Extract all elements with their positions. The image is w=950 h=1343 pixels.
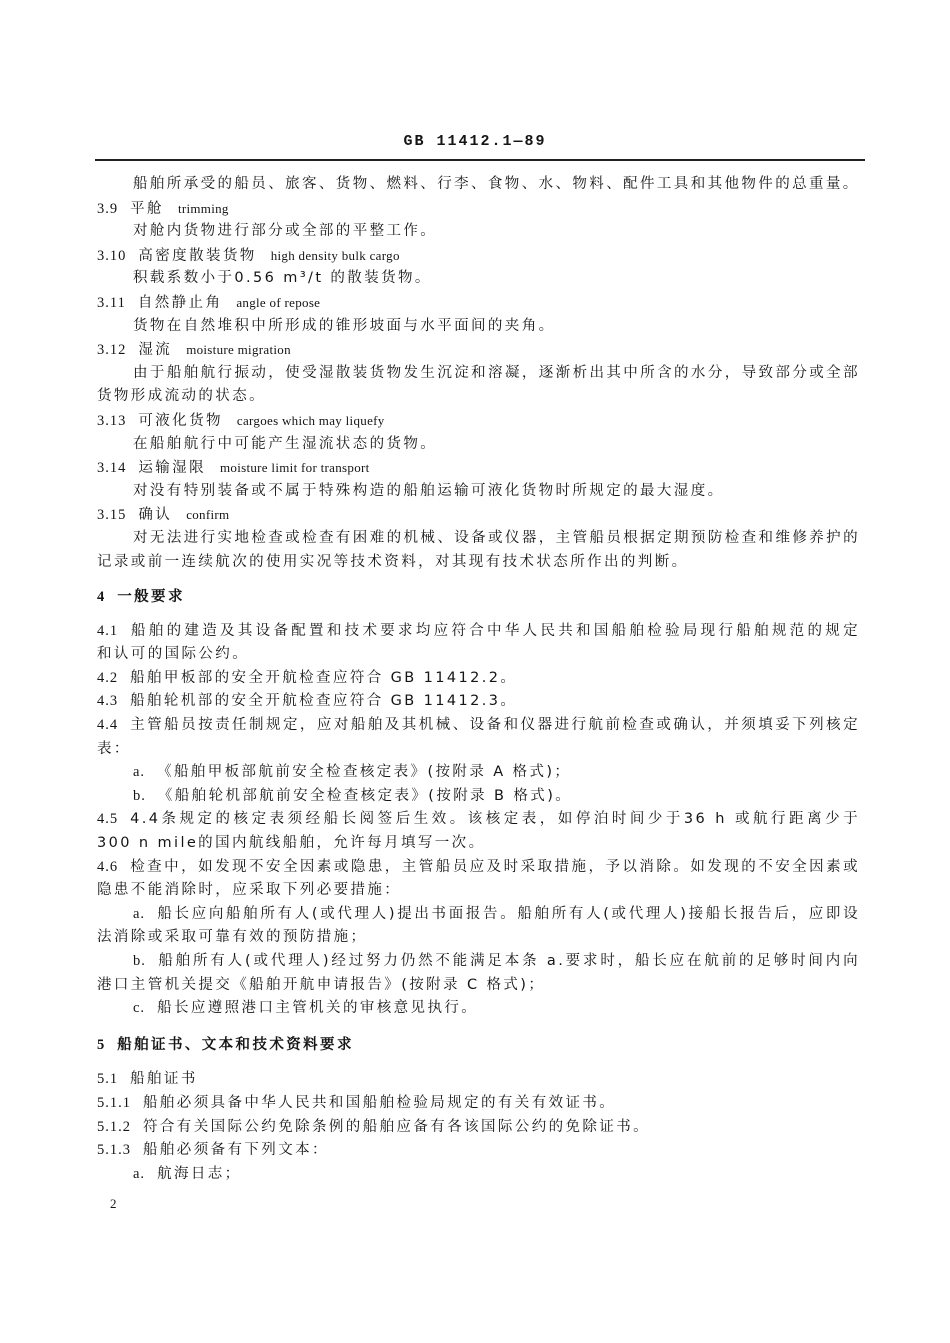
item-marker: b.	[133, 787, 146, 804]
item-marker: c.	[133, 1000, 146, 1017]
definition-cont: 货物形成流动的状态。	[97, 388, 266, 405]
definition: 在船舶航行中可能产生湿流状态的货物。	[133, 435, 438, 452]
clause-text: 船舶的建造及其设备配置和技术要求均应符合中华人民共和国船舶检验局现行船舶规范的规定	[130, 622, 860, 639]
term-zh: 可液化货物	[138, 412, 223, 429]
list-item-b	[97, 785, 860, 809]
definition: 对舱内货物进行部分或全部的平整工作。	[133, 223, 438, 240]
term-zh: 确认	[138, 507, 173, 524]
item-marker: a.	[133, 905, 146, 922]
clause-text: 船舶必须备有下列文本：	[143, 1142, 329, 1159]
clause-number: 5.1	[97, 1071, 119, 1088]
list-item-c	[97, 997, 860, 1021]
term-zh: 平舱	[130, 200, 164, 217]
list-item-a	[97, 1163, 860, 1187]
clause-number: 4.6	[97, 858, 119, 875]
clause-number: 3.14	[97, 460, 127, 477]
term-3-13	[97, 409, 860, 433]
clause-text: 4.4条规定的核定表须经船长阅签后生效。该核定表，如停泊时间少于36 h 或航行距离少于	[130, 811, 860, 828]
clause-number: 5.1.3	[97, 1142, 131, 1159]
clause-number: 4.4	[97, 717, 119, 734]
definition: 积载系数小于0.56 m³/t 的散装货物。	[133, 270, 432, 287]
clause-text: 船舶证书	[130, 1071, 198, 1088]
section-heading-5	[97, 1034, 860, 1058]
clause-number: 5.1.2	[97, 1118, 131, 1135]
clause-text: 船舶轮机部的安全开航检查应符合 GB 11412.3。	[130, 693, 518, 710]
term-3-11	[97, 291, 860, 315]
term-3-14	[97, 456, 860, 480]
term-en: trimming	[177, 200, 229, 216]
clause-4-1	[97, 620, 860, 644]
section-title: 船舶证书、文本和技术资料要求	[117, 1036, 354, 1053]
term-zh: 自然静止角	[137, 294, 223, 311]
term-3-10	[97, 244, 860, 268]
clause-4-4	[97, 714, 860, 738]
clause-number: 3.11	[97, 294, 126, 311]
term-en: angle of repose	[236, 294, 321, 310]
term-en: cargoes which may liquefy	[236, 412, 385, 428]
document-body	[97, 173, 860, 1186]
item-cont: 法消除或采取可靠有效的预防措施；	[97, 929, 368, 946]
definition: 对没有特别装备或不属于特殊构造的船舶运输可液化货物时所规定的最大湿度。	[133, 482, 725, 499]
section-heading-4	[97, 586, 860, 610]
term-zh: 高密度散装货物	[138, 247, 257, 264]
clause-number: 3.12	[97, 342, 127, 359]
clause-5-1	[97, 1068, 860, 1092]
item-cont: 港口主管机关提交《船舶开航申请报告》(按附录 C 格式)；	[97, 976, 546, 993]
clause-5-1-1	[97, 1092, 860, 1116]
paragraph-line: 船舶所承受的船员、旅客、货物、燃料、行李、食物、水、物料、配件工具和其他物件的总重量。	[133, 176, 860, 192]
term-3-12	[97, 338, 860, 362]
clause-text: 船舶必须具备中华人民共和国船舶检验局规定的有关有效证书。	[143, 1094, 617, 1111]
item-text: 船长应向船舶所有人(或代理人)提出书面报告。船舶所有人(或代理人)接船长报告后，应即设	[157, 905, 860, 922]
clause-4-2	[97, 667, 860, 691]
header-rule	[95, 159, 865, 161]
clause-text: 船舶甲板部的安全开航检查应符合 GB 11412.2。	[130, 669, 518, 686]
clause-text: 主管船员按责任制规定，应对船舶及其机械、设备和仪器进行航前检查或确认，并须填妥下列核定	[130, 717, 860, 734]
item-text: 《船舶甲板部航前安全检查核定表》(按附录 A 格式)；	[157, 764, 572, 781]
clause-4-3	[97, 690, 860, 714]
clause-text: 检查中，如发现不安全因素或隐患，主管船员应及时采取措施，予以消除。如发现的不安全因素或	[130, 858, 860, 875]
standard-header: GB 11412.1—89	[403, 133, 547, 150]
clause-number: 3.10	[97, 247, 127, 264]
clause-number: 3.15	[97, 507, 127, 524]
section-title: 一般要求	[117, 589, 185, 606]
clause-cont: 表：	[97, 740, 131, 757]
item-text: 航海日志；	[157, 1165, 242, 1182]
list-item-b	[97, 950, 860, 974]
page-number: 2	[110, 1196, 117, 1211]
clause-text: 符合有关国际公约免除条例的船舶应备有各该国际公约的免除证书。	[143, 1118, 650, 1135]
item-text: 船舶所有人(或代理人)经过努力仍然不能满足本条 a.要求时，船长应在航前的足够时间内向	[157, 953, 860, 969]
item-marker: b.	[133, 953, 146, 969]
clause-cont: 300 n mile的国内航线船舶，允许每月填写一次。	[97, 835, 486, 852]
clause-number: 5.1.1	[97, 1094, 131, 1111]
clause-number: 4.3	[97, 693, 119, 710]
clause-number: 4.1	[97, 622, 119, 639]
term-zh: 湿流	[138, 342, 173, 359]
clause-number: 3.13	[97, 412, 127, 429]
term-en: moisture migration	[186, 342, 291, 358]
list-item-a	[97, 761, 860, 785]
item-text: 《船舶轮机部航前安全检查核定表》(按附录 B 格式)。	[157, 787, 573, 804]
section-number: 5	[97, 1036, 106, 1053]
term-en: high density bulk cargo	[270, 247, 400, 263]
clause-number: 4.2	[97, 669, 119, 686]
list-item-a	[97, 903, 860, 927]
definition-cont: 记录或前一连续航次的使用实况等技术资料，对其现有技术状态所作出的判断。	[97, 553, 689, 570]
clause-cont: 和认可的国际公约。	[97, 646, 250, 663]
term-en: confirm	[186, 507, 230, 523]
definition: 对无法进行实地检查或检查有困难的机械、设备或仪器，主管船员根据定期预防检查和维修养护的	[133, 529, 860, 546]
clause-number: 3.9	[97, 200, 119, 217]
item-marker: a.	[133, 1165, 146, 1182]
term-en: moisture limit for transport	[219, 460, 370, 476]
term-3-15	[97, 503, 860, 527]
clause-5-1-3	[97, 1139, 860, 1163]
definition: 货物在自然堆积中所形成的锥形坡面与水平面间的夹角。	[133, 317, 556, 334]
clause-number: 4.5	[97, 811, 119, 828]
clause-5-1-2	[97, 1116, 860, 1140]
clause-cont: 隐患不能消除时，应采取下列必要措施：	[97, 882, 402, 899]
section-number: 4	[97, 589, 106, 606]
clause-4-5	[97, 808, 860, 832]
term-3-9	[97, 197, 860, 221]
item-marker: a.	[133, 764, 146, 781]
clause-4-6	[97, 856, 860, 880]
definition: 由于船舶航行振动，使受湿散装货物发生沉淀和溶凝，逐渐析出其中所含的水分，导致部分或全部	[133, 364, 860, 381]
item-text: 船长应遵照港口主管机关的审核意见执行。	[157, 1000, 479, 1017]
term-zh: 运输湿限	[138, 460, 206, 477]
